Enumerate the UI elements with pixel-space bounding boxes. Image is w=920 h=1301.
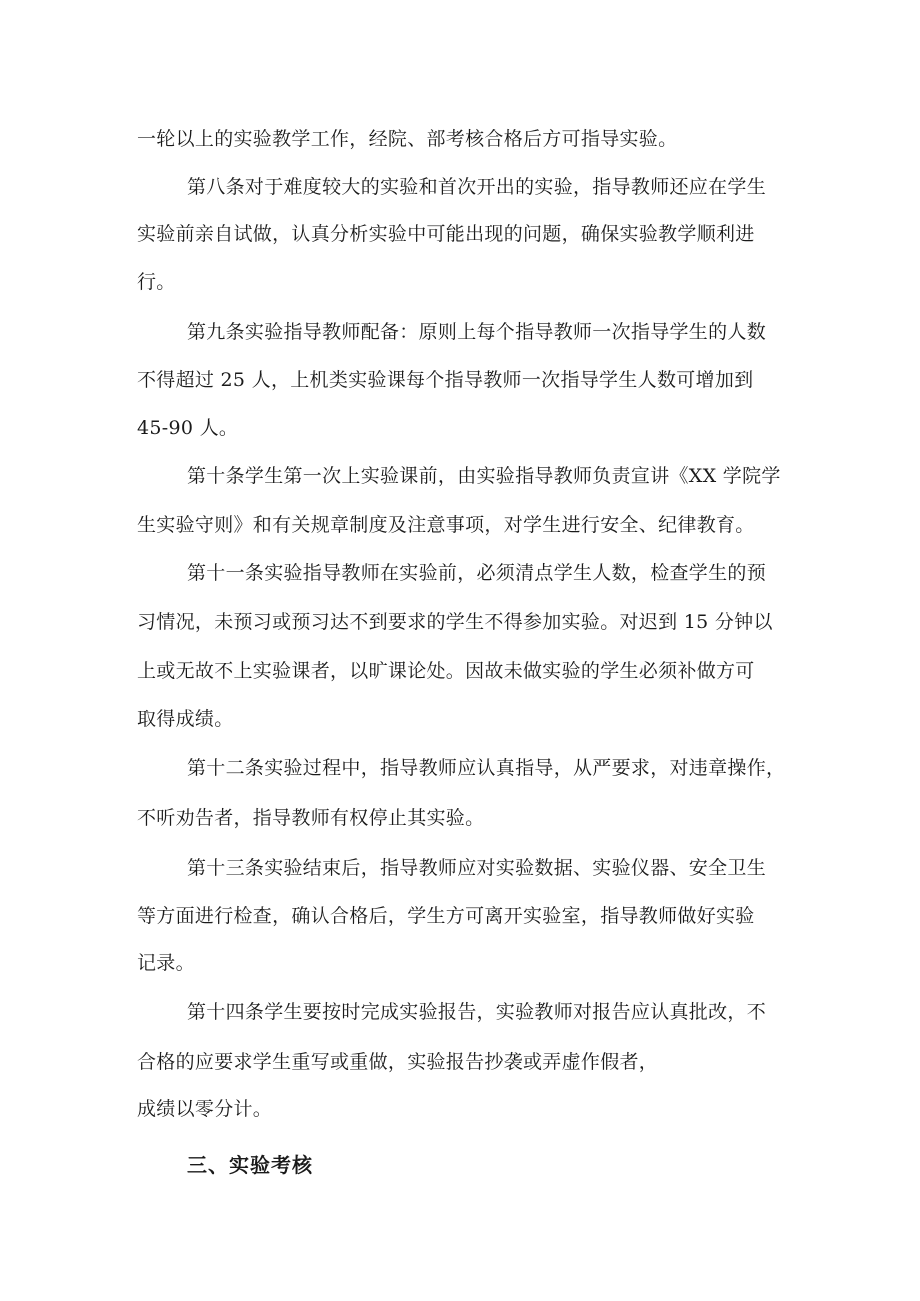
article-12-line-1: 第十二条实验过程中，指导教师应认真指导，从严要求，对违章操作，: [187, 757, 786, 779]
article-13-line-1: 第十三条实验结束后，指导教师应对实验数据、实验仪器、安全卫生: [187, 857, 767, 879]
article-13-line-3: 记录。: [137, 952, 195, 974]
article-9-line-2: 不得超过 25 人，上机类实验课每个指导教师一次指导学生人数可增加到: [137, 369, 754, 391]
article-10-line-2: 生实验守则》和有关规章制度及注意事项，对学生进行安全、纪律教育。: [137, 514, 755, 536]
article-13-line-2: 等方面进行检查，确认合格后，学生方可离开实验室，指导教师做好实验: [137, 905, 755, 927]
article-9-line-1: 第九条实验指导教师配备：原则上每个指导教师一次指导学生的人数: [187, 321, 767, 343]
article-10-line-1: 第十条学生第一次上实验课前，由实验指导教师负责宣讲《XX 学院学: [187, 465, 781, 487]
article-8-line-1: 第八条对于难度较大的实验和首次开出的实验，指导教师还应在学生: [187, 176, 767, 198]
article-8-line-3: 行。: [137, 271, 176, 293]
article-11-line-4: 取得成绩。: [137, 708, 234, 730]
article-12-line-2: 不听劝告者，指导教师有权停止其实验。: [137, 807, 485, 829]
article-11-line-3: 上或无故不上实验课者，以旷课论处。因故未做实验的学生必须补做方可: [137, 660, 755, 682]
article-11-line-1: 第十一条实验指导教师在实验前，必须清点学生人数，检查学生的预: [187, 562, 767, 584]
section-heading: 三、实验考核: [187, 1153, 313, 1177]
article-14-line-1: 第十四条学生要按时完成实验报告，实验教师对报告应认真批改，不: [187, 1001, 767, 1023]
article-14-line-2: 合格的应要求学生重写或重做，实验报告抄袭或弄虚作假者，: [137, 1051, 659, 1073]
article-8-line-2: 实验前亲自试做，认真分析实验中可能出现的问题，确保实验教学顺利进: [137, 223, 755, 245]
article-11-line-2: 习情况，未预习或预习达不到要求的学生不得参加实验。对迟到 15 分钟以: [137, 611, 773, 633]
article-9-line-3: 45-90 人。: [137, 417, 239, 439]
article-14-line-3: 成绩以零分计。: [137, 1098, 273, 1120]
text-line: 一轮以上的实验教学工作，经院、部考核合格后方可指导实验。: [137, 128, 678, 150]
